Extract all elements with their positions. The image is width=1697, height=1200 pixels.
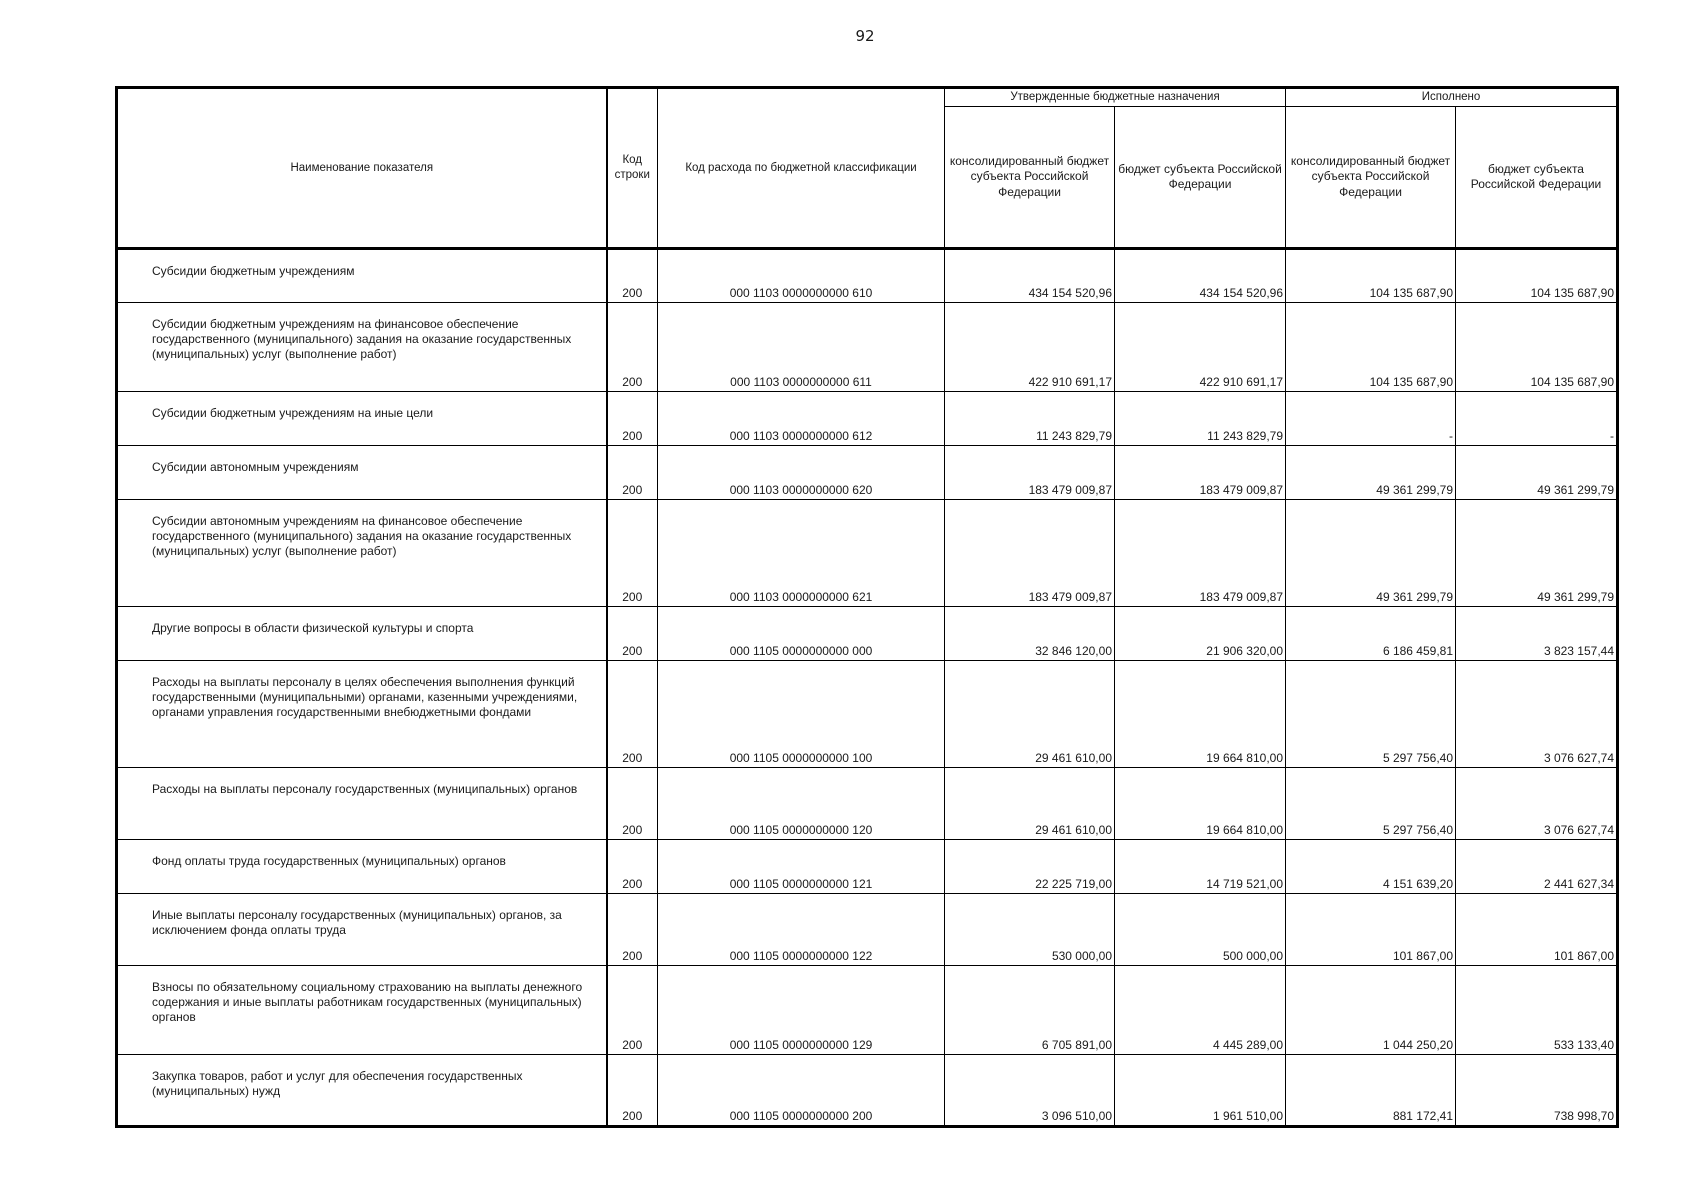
row-approved-subject: 21 906 320,00 — [1115, 607, 1286, 661]
row-approved-consolidated: 3 096 510,00 — [945, 1055, 1115, 1127]
row-classification-code: 000 1105 0000000000 121 — [658, 840, 945, 894]
row-name: Расходы на выплаты персоналу государственных (муниципальных) органов — [117, 768, 607, 840]
row-line-code: 200 — [607, 894, 658, 966]
row-approved-consolidated: 422 910 691,17 — [945, 303, 1115, 392]
table-row — [117, 446, 1618, 500]
row-line-code: 200 — [607, 303, 658, 392]
header-approved-subject: бюджет субъекта Российской Федерации — [1115, 107, 1286, 249]
row-classification-code: 000 1103 0000000000 620 — [658, 446, 945, 500]
row-approved-consolidated: 32 846 120,00 — [945, 607, 1115, 661]
row-executed-subject: 3 823 157,44 — [1456, 607, 1618, 661]
row-approved-subject: 183 479 009,87 — [1115, 500, 1286, 607]
table-row — [117, 249, 1618, 303]
row-classification-code: 000 1105 0000000000 200 — [658, 1055, 945, 1127]
header-executed-consolidated: консолидированный бюджет субъекта Российской Федерации — [1286, 107, 1456, 249]
header-line-code: Код строки — [607, 88, 658, 249]
row-name: Субсидии автономным учреждениям — [117, 446, 607, 500]
row-name: Фонд оплаты труда государственных (муниципальных) органов — [117, 840, 607, 894]
row-executed-subject: 101 867,00 — [1456, 894, 1618, 966]
row-executed-consolidated: 49 361 299,79 — [1286, 500, 1456, 607]
row-approved-subject: 183 479 009,87 — [1115, 446, 1286, 500]
table-row — [117, 661, 1618, 768]
row-executed-subject: 104 135 687,90 — [1456, 249, 1618, 303]
row-line-code: 200 — [607, 1055, 658, 1127]
row-line-code: 200 — [607, 840, 658, 894]
row-approved-subject: 434 154 520,96 — [1115, 249, 1286, 303]
header-classification-code: Код расхода по бюджетной классификации — [658, 88, 945, 249]
row-line-code: 200 — [607, 446, 658, 500]
table-row — [117, 392, 1618, 446]
row-line-code: 200 — [607, 607, 658, 661]
row-executed-consolidated: 101 867,00 — [1286, 894, 1456, 966]
row-executed-subject: 104 135 687,90 — [1456, 303, 1618, 392]
row-classification-code: 000 1103 0000000000 611 — [658, 303, 945, 392]
row-executed-consolidated: 104 135 687,90 — [1286, 303, 1456, 392]
row-executed-consolidated: 5 297 756,40 — [1286, 768, 1456, 840]
row-name: Субсидии бюджетным учреждениям — [117, 249, 607, 303]
row-line-code: 200 — [607, 500, 658, 607]
header-name: Наименование показателя — [117, 88, 607, 249]
row-approved-subject: 422 910 691,17 — [1115, 303, 1286, 392]
row-approved-consolidated: 183 479 009,87 — [945, 446, 1115, 500]
row-executed-subject: 738 998,70 — [1456, 1055, 1618, 1127]
row-line-code: 200 — [607, 966, 658, 1055]
row-approved-subject: 11 243 829,79 — [1115, 392, 1286, 446]
row-executed-consolidated: 49 361 299,79 — [1286, 446, 1456, 500]
row-approved-subject: 19 664 810,00 — [1115, 768, 1286, 840]
row-executed-consolidated: 104 135 687,90 — [1286, 249, 1456, 303]
row-line-code: 200 — [607, 392, 658, 446]
row-approved-consolidated: 11 243 829,79 — [945, 392, 1115, 446]
row-approved-subject: 1 961 510,00 — [1115, 1055, 1286, 1127]
row-approved-consolidated: 530 000,00 — [945, 894, 1115, 966]
table-row — [117, 840, 1618, 894]
row-line-code: 200 — [607, 249, 658, 303]
row-classification-code: 000 1105 0000000000 122 — [658, 894, 945, 966]
row-executed-subject: 3 076 627,74 — [1456, 661, 1618, 768]
row-executed-subject: 49 361 299,79 — [1456, 446, 1618, 500]
row-executed-consolidated: - — [1286, 392, 1456, 446]
row-approved-consolidated: 29 461 610,00 — [945, 661, 1115, 768]
row-approved-subject: 19 664 810,00 — [1115, 661, 1286, 768]
row-name: Расходы на выплаты персоналу в целях обеспечения выполнения функций государственными (муниципальными) органами, казенными учреждениями, органами управления государственными внебюджетными фондами — [117, 661, 607, 768]
row-approved-consolidated: 29 461 610,00 — [945, 768, 1115, 840]
row-approved-subject: 500 000,00 — [1115, 894, 1286, 966]
header-group-row — [117, 88, 1618, 107]
row-name: Субсидии бюджетным учреждениям на финансовое обеспечение государственного (муниципального) задания на оказание государственных (муниципальных) услуг (выполнение работ) — [117, 303, 607, 392]
row-classification-code: 000 1105 0000000000 129 — [658, 966, 945, 1055]
row-executed-consolidated: 5 297 756,40 — [1286, 661, 1456, 768]
header-approved-consolidated: консолидированный бюджет субъекта Российской Федерации — [945, 107, 1115, 249]
row-name: Субсидии бюджетным учреждениям на иные цели — [117, 392, 607, 446]
row-line-code: 200 — [607, 661, 658, 768]
row-classification-code: 000 1105 0000000000 000 — [658, 607, 945, 661]
row-executed-subject: 49 361 299,79 — [1456, 500, 1618, 607]
row-name: Иные выплаты персоналу государственных (муниципальных) органов, за исключением фонда оплаты труда — [117, 894, 607, 966]
row-executed-consolidated: 6 186 459,81 — [1286, 607, 1456, 661]
row-classification-code: 000 1105 0000000000 120 — [658, 768, 945, 840]
header-approved-group: Утвержденные бюджетные назначения — [945, 88, 1286, 107]
row-line-code: 200 — [607, 768, 658, 840]
row-classification-code: 000 1105 0000000000 100 — [658, 661, 945, 768]
row-executed-subject: 2 441 627,34 — [1456, 840, 1618, 894]
row-classification-code: 000 1103 0000000000 610 — [658, 249, 945, 303]
row-executed-consolidated: 4 151 639,20 — [1286, 840, 1456, 894]
table-row — [117, 500, 1618, 607]
row-name: Субсидии автономным учреждениям на финансовое обеспечение государственного (муниципального) задания на оказание государственных (муниципальных) услуг (выполнение работ) — [117, 500, 607, 607]
table-row — [117, 894, 1618, 966]
row-executed-consolidated: 881 172,41 — [1286, 1055, 1456, 1127]
table-row — [117, 966, 1618, 1055]
row-executed-subject: 3 076 627,74 — [1456, 768, 1618, 840]
row-name: Взносы по обязательному социальному страхованию на выплаты денежного содержания и иные выплаты работникам государственных (муниципальных) органов — [117, 966, 607, 1055]
row-approved-subject: 14 719 521,00 — [1115, 840, 1286, 894]
table-body — [117, 249, 1618, 1127]
row-approved-consolidated: 434 154 520,96 — [945, 249, 1115, 303]
row-approved-subject: 4 445 289,00 — [1115, 966, 1286, 1055]
row-executed-consolidated: 1 044 250,20 — [1286, 966, 1456, 1055]
row-classification-code: 000 1103 0000000000 621 — [658, 500, 945, 607]
table-row — [117, 303, 1618, 392]
row-executed-subject: - — [1456, 392, 1618, 446]
row-approved-consolidated: 183 479 009,87 — [945, 500, 1115, 607]
budget-execution-table — [115, 86, 1619, 1128]
row-name: Другие вопросы в области физической культуры и спорта — [117, 607, 607, 661]
page-number: 92 — [855, 27, 875, 45]
row-approved-consolidated: 22 225 719,00 — [945, 840, 1115, 894]
table-row — [117, 607, 1618, 661]
header-executed-subject: бюджет субъекта Российской Федерации — [1456, 107, 1618, 249]
row-classification-code: 000 1103 0000000000 612 — [658, 392, 945, 446]
table-row — [117, 1055, 1618, 1127]
row-name: Закупка товаров, работ и услуг для обеспечения государственных (муниципальных) нужд — [117, 1055, 607, 1127]
header-executed-group: Исполнено — [1286, 88, 1618, 107]
row-approved-consolidated: 6 705 891,00 — [945, 966, 1115, 1055]
row-executed-subject: 533 133,40 — [1456, 966, 1618, 1055]
table-row — [117, 768, 1618, 840]
